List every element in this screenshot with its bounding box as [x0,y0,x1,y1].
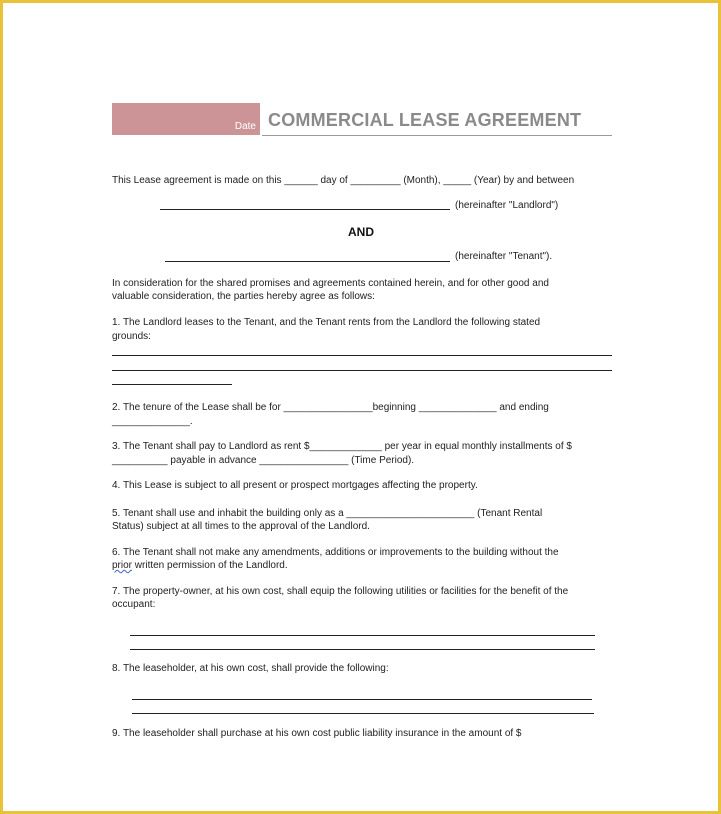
grounds-blank-line [112,355,612,356]
clause-7-line-1: 7. The property-owner, at his own cost, shall equip the following utilities or facilities for the benefit of the [112,586,569,597]
grounds-blank-line [112,370,612,371]
clause-1-line-2: grounds: [112,331,151,342]
clause-6-line-1: 6. The Tenant shall not make any amendments, additions or improvements to the building without the [112,547,559,558]
title-underline [262,135,612,136]
intro-line: This Lease agreement is made on this ______ day of _________ (Month), _____ (Year) by and between [112,175,575,186]
clause-2-line-2: ______________. [112,416,193,427]
clause-5-line-1: 5. Tenant shall use and inhabit the building only as a _______________________ (Tenant Rental [112,508,543,519]
provisions-blank-line [132,699,592,700]
clause-5-line-2: Status) subject at all times to the approval of the Landlord. [112,521,370,532]
consideration-line-2: valuable consideration, the parties hereby agree as follows: [112,291,375,302]
consideration-line-1: In consideration for the shared promises and agreements contained herein, and for other good and [112,278,549,289]
clause-7-line-2: occupant: [112,599,156,610]
clause-1-line-1: 1. The Landlord leases to the Tenant, and the Tenant rents from the Landlord the following stated [112,317,541,328]
utilities-blank-line [130,635,595,636]
spellcheck-word: prior [112,560,133,571]
clause-3-line-1: 3. The Tenant shall pay to Landlord as rent $_____________ per year in equal monthly installments of $ [112,441,572,452]
landlord-name-line [160,209,450,210]
utilities-blank-line [130,649,595,650]
date-block [112,103,260,135]
tenant-suffix: (hereinafter "Tenant"). [455,251,553,262]
and-heading: AND [348,225,374,239]
landlord-suffix: (hereinafter "Landlord") [455,200,559,211]
clause-4: 4. This Lease is subject to all present or prospect mortgages affecting the property. [112,480,478,491]
grounds-blank-line [112,384,232,385]
document-title: COMMERCIAL LEASE AGREEMENT [268,110,582,130]
clause-3-line-2: __________ payable in advance ________________ (Time Period). [112,455,415,466]
date-label: Date [234,121,256,132]
clause-8: 8. The leaseholder, at his own cost, shall provide the following: [112,663,389,674]
clause-2-line-1: 2. The tenure of the Lease shall be for ________________beginning ______________ and ending [112,402,549,413]
tenant-name-line [165,261,450,262]
clause-6-line-2 [112,560,288,571]
provisions-blank-line [132,713,594,714]
clause-6-line-2-rest: written permission of the Landlord. [132,560,288,571]
clause-9: 9. The leaseholder shall purchase at his own cost public liability insurance in the amount of $ [112,728,522,739]
